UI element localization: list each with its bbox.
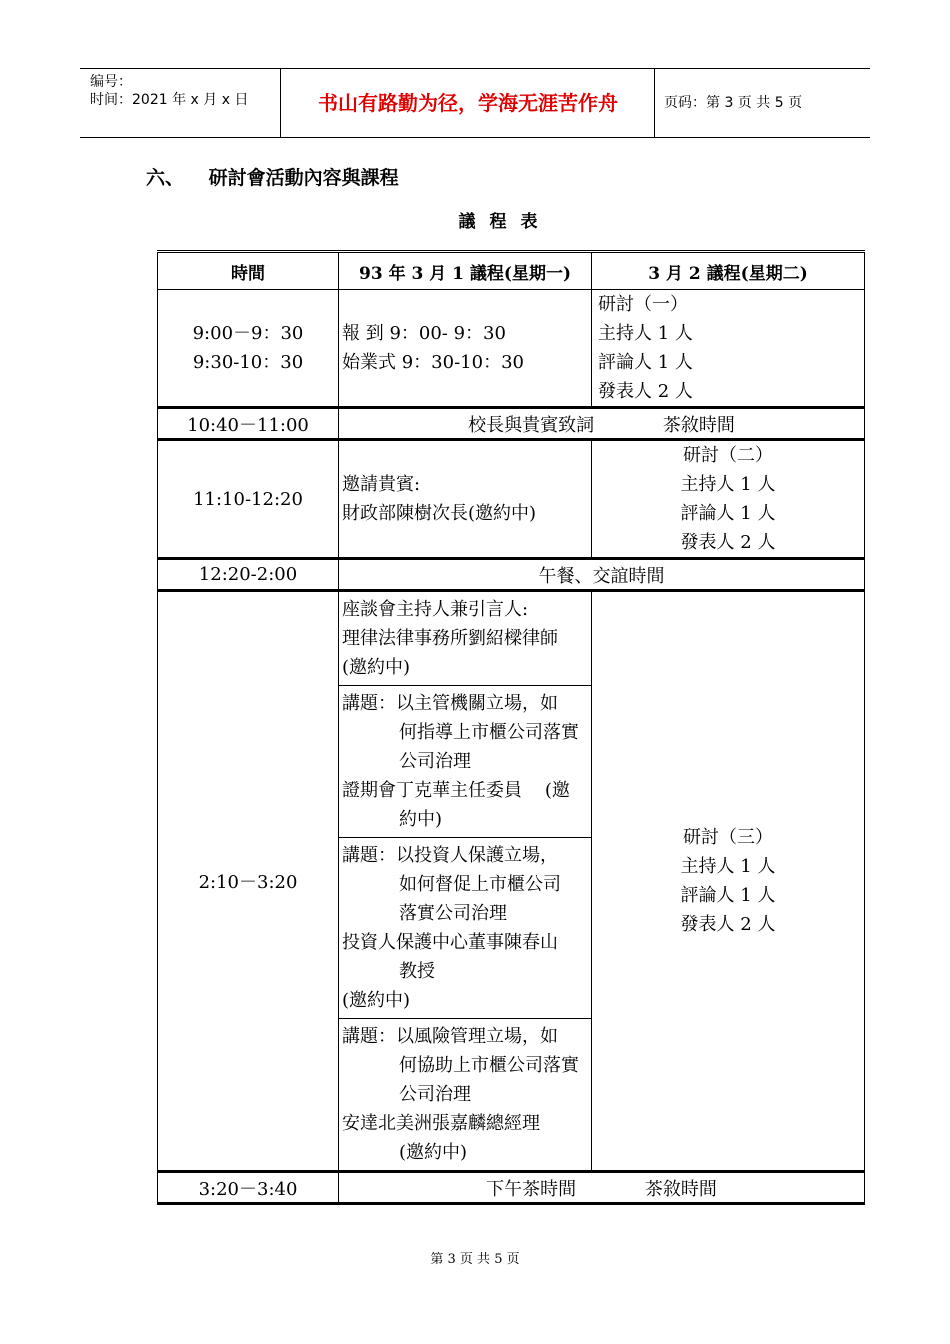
cell-line: 報 到 9：00- 9：30 [342,323,506,344]
header-day1: 93 年 3 月 1 議程(星期一) [339,252,592,290]
cell-line: 何指導上市櫃公司落實 [399,722,579,743]
cell-line: (邀約中) [342,657,411,678]
table-row [158,290,865,408]
cell-line: 投資人保護中心董事陳春山 [342,932,558,953]
agenda-title: 議程表 [458,212,552,232]
row4-merged: 午餐、交誼時間 [339,559,865,591]
cell-line: 公司治理 [399,1084,471,1105]
table-row [158,1172,865,1204]
time-line: 9:30-10：30 [192,352,304,373]
cell-line: 主持人 1 人 [680,856,776,877]
row5-time: 2:10－3:20 [158,591,339,1172]
page-footer: 第 3 页 共 5 页 [430,1252,520,1267]
cell-line: (邀約中) [399,1142,468,1163]
agenda-table [157,250,865,1205]
page-header [80,68,870,138]
code-label: 编号： [90,74,132,90]
time-line: 9:00－9：30 [192,323,304,344]
cell-line: 評論人 1 人 [598,352,693,373]
section-title: 研討會活動內容與課程 [208,167,399,189]
cell-line: 落實公司治理 [399,903,507,924]
header-motto: 书山有路勤为径，学海无涯苦作舟 [318,91,618,115]
cell-line: 財政部陳樹次長(邀約中) [342,503,537,524]
section-number: 六、 [146,167,185,189]
section-heading [146,163,399,190]
row1-day1 [339,290,592,408]
cell-line: 證期會丁克華主任委員 (邀 [342,780,570,801]
session-block [339,592,591,686]
row1-time [158,290,339,408]
table-row [158,440,865,559]
cell-line: 何協助上市櫃公司落實 [399,1055,579,1076]
table-row [158,559,865,591]
row3-time: 11:10-12:20 [158,440,339,559]
cell-line: 發表人 2 人 [680,914,776,935]
cell-line: 講題：以風險管理立場，如 [342,1026,558,1047]
cell-line: 教授 [399,961,435,982]
cell-line: 講題：以投資人保護立場， [342,845,558,866]
row5-day1 [339,591,592,1172]
cell-line: 主持人 1 人 [598,323,693,344]
cell-line: 約中) [399,809,443,830]
cell-line: 研討（二） [683,445,773,466]
session-block [339,838,591,1019]
session-block [339,686,591,838]
cell-line: 始業式 9：30-10：30 [342,352,524,373]
cell-line: 評論人 1 人 [680,503,776,524]
cell-line: 理律法律事務所劉紹樑律師 [342,628,558,649]
row1-day2 [592,290,865,408]
row6-merged: 下午茶時間 茶敘時間 [339,1172,865,1204]
cell-line: 評論人 1 人 [680,885,776,906]
cell-line: 研討（一） [598,294,688,315]
cell-line: 邀請貴賓: [342,474,421,495]
table-row [158,408,865,440]
row2-merged: 校長與貴賓致詞 茶敘時間 [339,408,865,440]
cell-line: 安達北美洲張嘉麟總經理 [342,1113,540,1134]
header-day2: 3 月 2 議程(星期二) [592,252,865,290]
cell-line: 研討（三） [683,827,773,848]
row4-time: 12:20-2:00 [158,559,339,591]
table-row [158,591,865,1172]
row3-day1 [339,440,592,559]
header-meta [90,73,248,109]
row3-day2 [592,440,865,559]
table-header-row [158,252,865,290]
page-info: 页码：第 3 页 共 5 页 [664,95,803,111]
header-time: 時間 [158,252,339,290]
cell-line: 座談會主持人兼引言人: [342,599,529,620]
row2-time: 10:40－11:00 [158,408,339,440]
cell-line: 主持人 1 人 [680,474,776,495]
cell-line: 如何督促上市櫃公司 [399,874,561,895]
row5-day2 [592,591,865,1172]
cell-line: 發表人 2 人 [598,381,693,402]
row6-time: 3:20－3:40 [158,1172,339,1204]
cell-line: (邀約中) [342,990,411,1011]
cell-line: 講題：以主管機關立場，如 [342,693,558,714]
time-label: 时间：2021 年 x 月 x 日 [90,92,249,108]
session-block [339,1019,591,1170]
cell-line: 發表人 2 人 [680,532,776,553]
cell-line: 公司治理 [399,751,471,772]
